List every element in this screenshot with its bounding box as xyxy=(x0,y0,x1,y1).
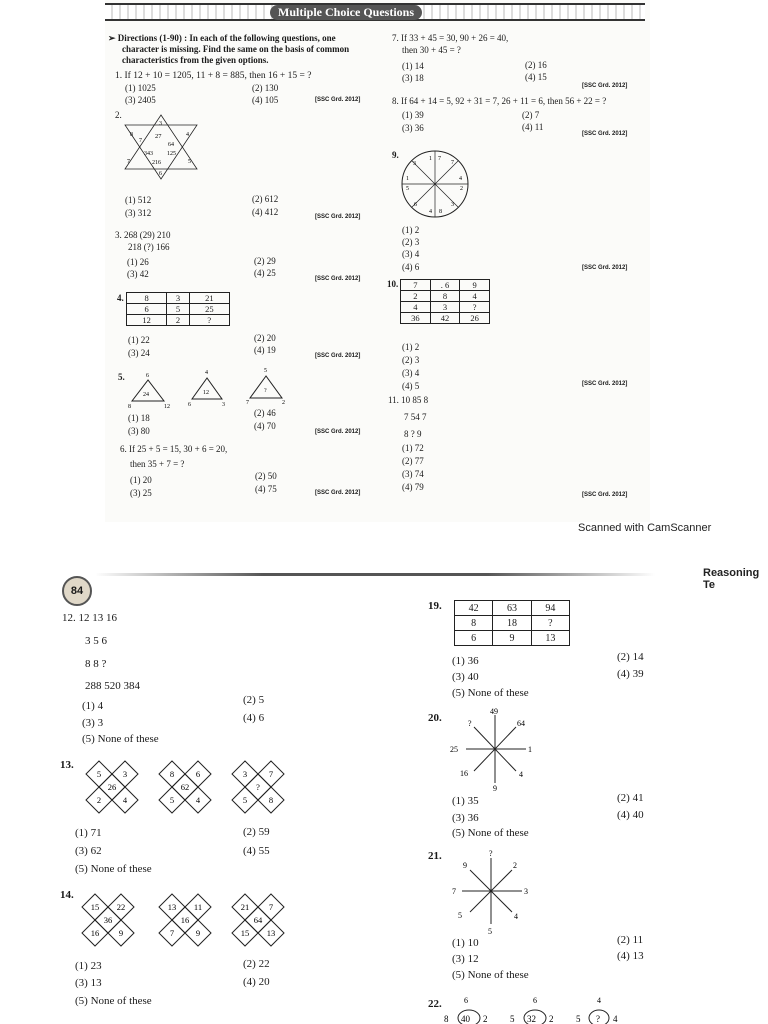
q4-number: 4. xyxy=(117,293,124,303)
q5-val: 8 xyxy=(128,404,131,410)
q13-figure-value: 6 xyxy=(195,769,201,779)
q12-option: (3) 3 xyxy=(82,717,104,729)
q22-val: 5 xyxy=(510,1014,515,1024)
q9-val: 3 xyxy=(451,202,454,208)
q13-figure-value: 62 xyxy=(180,782,190,792)
q20-option: (2) 41 xyxy=(617,792,644,804)
q5-val: 24 xyxy=(143,392,149,398)
q14-figure-value: 7 xyxy=(268,902,274,912)
q9-option: (4) 6 xyxy=(402,262,420,272)
q22-val: ? xyxy=(596,1014,600,1024)
q14-figure-value: 11 xyxy=(193,902,203,912)
q7-option: (1) 14 xyxy=(402,61,424,71)
q5-val: 3 xyxy=(222,402,225,408)
q3-option: (1) 26 xyxy=(127,257,149,267)
q10-option: (3) 4 xyxy=(402,368,420,378)
q10-option: (1) 2 xyxy=(402,342,420,352)
q13-figure xyxy=(159,761,211,813)
q2-option: (4) 412 xyxy=(252,207,279,217)
q5-val: 7 xyxy=(246,400,249,406)
q14-figure-value: 16 xyxy=(180,915,190,925)
q22-val: 2 xyxy=(549,1014,554,1024)
exam-tag: [SSC Grd. 2012] xyxy=(315,429,361,435)
book-brand: Reasoning Te xyxy=(703,567,760,591)
q14-option: (2) 22 xyxy=(243,958,270,970)
q2-val: 7 xyxy=(127,159,130,165)
q12-row: 3 5 6 xyxy=(85,635,107,647)
q1-option: (4) 105 xyxy=(252,95,279,105)
q11-option: (1) 72 xyxy=(402,443,424,453)
q2-number: 2. xyxy=(115,110,122,120)
q11-option: (3) 74 xyxy=(402,469,424,479)
q6-option: (2) 50 xyxy=(255,471,277,481)
q13-option: (5) None of these xyxy=(75,863,152,875)
q14-figure-value: 36 xyxy=(103,915,113,925)
q10-cell: 8 xyxy=(430,291,460,302)
q19-cell: 6 xyxy=(455,631,493,646)
q8-text: 8. If 64 + 14 = 5, 92 + 31 = 7, 26 + 11 = 6, then 56 + 22 = ? xyxy=(392,96,607,106)
q21-val: 5 xyxy=(488,927,492,936)
q20-val: ? xyxy=(468,719,472,728)
q14-number: 14. xyxy=(60,889,74,901)
q8-option: (3) 36 xyxy=(402,123,424,133)
q20-val: 4 xyxy=(519,770,523,779)
q3-option: (4) 25 xyxy=(254,268,276,278)
q10-option: (2) 3 xyxy=(402,355,420,365)
q6-option: (3) 25 xyxy=(130,488,152,498)
q10-cell: 4 xyxy=(460,291,490,302)
q14-option: (5) None of these xyxy=(75,995,152,1007)
q8-option: (2) 7 xyxy=(522,110,540,120)
q19-option: (4) 39 xyxy=(617,668,644,680)
q13-figure-value: 3 xyxy=(242,769,248,779)
q20-val: 49 xyxy=(490,707,498,716)
q22-val: 2 xyxy=(483,1014,488,1024)
q2-val: 3 xyxy=(159,121,162,127)
q8-option: (4) 11 xyxy=(522,122,544,132)
directions-text-2: character is missing. Find the same on the basis of common xyxy=(122,44,350,54)
q9-val: 1 xyxy=(406,176,409,182)
q21-val: 5 xyxy=(458,911,462,920)
q10-cell: 26 xyxy=(460,313,490,324)
q13-figure-value: 26 xyxy=(107,782,117,792)
q12-row: 8 8 ? xyxy=(85,658,107,670)
q2-val: 7 xyxy=(139,138,142,144)
q14-figure xyxy=(82,894,134,946)
q19-option: (5) None of these xyxy=(452,687,529,699)
q21-option: (1) 10 xyxy=(452,937,479,949)
q5-val: 6 xyxy=(146,373,149,379)
directions-text-3: characteristics from the given options. xyxy=(122,55,269,65)
q11-row: 7 54 7 xyxy=(404,412,427,422)
q21-val: 9 xyxy=(463,861,467,870)
q13-figure-value: 2 xyxy=(96,795,102,805)
q9-val: 8 xyxy=(439,209,442,215)
exam-tag: [SSC Grd. 2012] xyxy=(315,97,361,103)
q14-figure-value: 16 xyxy=(90,928,100,938)
q2-val: 8 xyxy=(130,132,133,138)
q4-cell: 12 xyxy=(127,315,167,326)
q21-val: 2 xyxy=(513,861,517,870)
q9-val: 5 xyxy=(406,186,409,192)
q14-figure-value: 9 xyxy=(195,928,201,938)
q13-figure-value: 7 xyxy=(268,769,274,779)
q19-cell: ? xyxy=(531,616,569,631)
q10-option: (4) 5 xyxy=(402,381,420,391)
q12-option: (4) 6 xyxy=(243,712,265,724)
q13-figure-value: 8 xyxy=(169,769,175,779)
q5-val: 12 xyxy=(164,404,170,410)
q14-figure-value: 13 xyxy=(167,902,177,912)
q2-val: 343 xyxy=(144,151,153,157)
q5-option: (4) 70 xyxy=(254,421,276,431)
q13-number: 13. xyxy=(60,759,74,771)
q13-figure-value: 4 xyxy=(195,795,201,805)
q14-figure-value: 9 xyxy=(118,928,124,938)
q4-option: (4) 19 xyxy=(254,345,276,355)
q13-figure-value: 5 xyxy=(96,769,102,779)
q12-option: (2) 5 xyxy=(243,694,265,706)
q10-cell: ? xyxy=(460,302,490,313)
q4-cell: 3 xyxy=(167,293,189,304)
q11-row: 11. 10 85 8 xyxy=(388,395,429,405)
q2-val: 64 xyxy=(168,142,174,148)
q7-text: then 30 + 45 = ? xyxy=(402,45,461,55)
q2-option: (3) 312 xyxy=(125,208,152,218)
q11-row: 8 ? 9 xyxy=(404,429,422,439)
q20-option: (1) 35 xyxy=(452,795,479,807)
q9-option: (3) 4 xyxy=(402,249,420,259)
q4-cell: 5 xyxy=(167,304,189,315)
q1-text: 1. If 12 + 10 = 1205, 11 + 8 = 885, then 16 + 15 = ? xyxy=(115,71,312,81)
q21-number: 21. xyxy=(428,850,442,862)
q13-figure-value: 5 xyxy=(169,795,175,805)
q5-number: 5. xyxy=(118,372,125,382)
q5-option: (1) 18 xyxy=(128,413,150,423)
directions-label: ➢ Directions (1-90) : In each of the following questions, one xyxy=(108,33,336,43)
q8-option: (1) 39 xyxy=(402,110,424,120)
q21-val: 3 xyxy=(524,887,528,896)
q10-cell: 7 xyxy=(401,280,431,291)
q5-option: (3) 80 xyxy=(128,426,150,436)
q20-option: (3) 36 xyxy=(452,812,479,824)
q19-cell: 42 xyxy=(455,601,493,616)
q22-val: 40 xyxy=(461,1014,470,1024)
q21-val: 7 xyxy=(452,887,456,896)
q22-val: 32 xyxy=(527,1014,536,1024)
q9-val: 2 xyxy=(460,186,463,192)
q14-figure-value: 7 xyxy=(169,928,175,938)
q10-cell: 9 xyxy=(460,280,490,291)
q2-val: 125 xyxy=(167,151,176,157)
q6-text: 6. If 25 + 5 = 15, 30 + 6 = 20, xyxy=(120,444,228,454)
q21-val: 4 xyxy=(514,912,518,921)
q20-val: 9 xyxy=(493,784,497,793)
q5-val: ? xyxy=(264,388,267,394)
q22-number: 22. xyxy=(428,998,442,1010)
q4-cell: 6 xyxy=(127,304,167,315)
q14-option: (4) 20 xyxy=(243,976,270,988)
q20-val: 16 xyxy=(460,769,468,778)
q2-val: 6 xyxy=(159,171,162,177)
q14-option: (1) 23 xyxy=(75,960,102,972)
q7-option: (3) 18 xyxy=(402,73,424,83)
q4-option: (1) 22 xyxy=(128,335,150,345)
q14-figure-value: 21 xyxy=(240,902,250,912)
q19-option: (3) 40 xyxy=(452,671,479,683)
q1-option: (2) 130 xyxy=(252,83,279,93)
q10-cell: 4 xyxy=(401,302,431,313)
q2-val: 4 xyxy=(186,132,189,138)
q3-option: (3) 42 xyxy=(127,269,149,279)
q3-row: 3. 268 (29) 210 xyxy=(115,230,171,240)
q20-option: (4) 40 xyxy=(617,809,644,821)
q3-row: 218 (?) 166 xyxy=(128,242,170,252)
q12-option: (1) 4 xyxy=(82,700,104,712)
q21-option: (3) 12 xyxy=(452,953,479,965)
exam-tag: [SSC Grd. 2012] xyxy=(582,265,628,271)
q7-option: (4) 15 xyxy=(525,72,547,82)
q10-cell: 42 xyxy=(430,313,460,324)
q1-option: (3) 2405 xyxy=(125,95,156,105)
q5-val: 2 xyxy=(282,400,285,406)
q21-val: ? xyxy=(489,849,493,858)
q5-val: 5 xyxy=(264,368,267,374)
exam-tag: [SSC Grd. 2012] xyxy=(315,353,361,359)
exam-tag: [SSC Grd. 2012] xyxy=(582,381,628,387)
q9-val: 6 xyxy=(414,202,417,208)
q10-cell: 2 xyxy=(401,291,431,302)
q6-option: (4) 75 xyxy=(255,484,277,494)
q4-cell: 21 xyxy=(189,293,229,304)
q10-cell: . 6 xyxy=(430,280,460,291)
q21-option: (5) None of these xyxy=(452,969,529,981)
q14-figure xyxy=(159,894,211,946)
q13-figure-value: 3 xyxy=(122,769,128,779)
q19-cell: 9 xyxy=(493,631,531,646)
q22-val: 8 xyxy=(444,1014,449,1024)
q4-option: (3) 24 xyxy=(128,348,150,358)
q9-number: 9. xyxy=(392,150,399,160)
q20-option: (5) None of these xyxy=(452,827,529,839)
q13-option: (4) 55 xyxy=(243,845,270,857)
page-heading: Multiple Choice Questions xyxy=(270,5,422,20)
q9-val: 7 xyxy=(438,156,441,162)
q4-cell: 2 xyxy=(167,315,189,326)
q14-figure-value: 13 xyxy=(266,928,276,938)
q4-cell: 25 xyxy=(189,304,229,315)
q19-cell: 63 xyxy=(493,601,531,616)
q9-val: 4 xyxy=(459,176,462,182)
q13-option: (3) 62 xyxy=(75,845,102,857)
q19-cell: 13 xyxy=(531,631,569,646)
q2-option: (2) 612 xyxy=(252,194,279,204)
q19-cell: 94 xyxy=(531,601,569,616)
q12-option: (5) None of these xyxy=(82,733,159,745)
q22-val: 4 xyxy=(597,996,601,1005)
q9-val: 7 xyxy=(451,160,454,166)
q10-cell: 36 xyxy=(401,313,431,324)
q4-option: (2) 20 xyxy=(254,333,276,343)
q13-option: (1) 71 xyxy=(75,827,102,839)
q20-val: 1 xyxy=(528,745,532,754)
q10-number: 10. xyxy=(387,279,399,289)
q10-cell: 3 xyxy=(430,302,460,313)
q13-figure xyxy=(86,761,138,813)
q13-figure-value: 8 xyxy=(268,795,274,805)
q6-text: then 35 + 7 = ? xyxy=(130,459,185,469)
exam-tag: [SSC Grd. 2012] xyxy=(582,131,628,137)
q2-val: 216 xyxy=(152,160,161,166)
q9-option: (2) 3 xyxy=(402,237,420,247)
q1-option: (1) 1025 xyxy=(125,83,156,93)
q9-val: 1 xyxy=(429,156,432,162)
q5-val: 6 xyxy=(188,402,191,408)
q13-option: (2) 59 xyxy=(243,826,270,838)
q2-val: 27 xyxy=(155,133,162,140)
exam-tag: [SSC Grd. 2012] xyxy=(582,83,628,89)
exam-tag: [SSC Grd. 2012] xyxy=(315,276,361,282)
q14-figure-value: 15 xyxy=(90,902,100,912)
q5-option: (2) 46 xyxy=(254,408,276,418)
q22-val: 6 xyxy=(533,996,537,1005)
q20-val: 64 xyxy=(517,719,525,728)
q6-option: (1) 20 xyxy=(130,475,152,485)
q5-val: 4 xyxy=(205,370,208,376)
q14-figure-value: 64 xyxy=(253,915,263,925)
q14-figure-value: 15 xyxy=(240,928,250,938)
q9-option: (1) 2 xyxy=(402,225,420,235)
q9-val: 4 xyxy=(429,209,432,215)
q13-figure-value: ? xyxy=(256,782,260,792)
q19-option: (2) 14 xyxy=(617,651,644,663)
q19-option: (1) 36 xyxy=(452,655,479,667)
q9-val: 3 xyxy=(413,161,416,167)
q2-option: (1) 512 xyxy=(125,195,152,205)
q13-figure-value: 5 xyxy=(242,795,248,805)
scanner-watermark: Scanned with CamScanner xyxy=(578,522,712,534)
exam-tag: [SSC Grd. 2012] xyxy=(582,492,628,498)
q21-option: (2) 11 xyxy=(617,934,644,946)
q19-cell: 18 xyxy=(493,616,531,631)
q22-val: 6 xyxy=(464,996,468,1005)
q12-row: 288 520 384 xyxy=(85,680,140,692)
q14-option: (3) 13 xyxy=(75,977,102,989)
q3-option: (2) 29 xyxy=(254,256,276,266)
q19-number: 19. xyxy=(428,600,442,612)
exam-tag: [SSC Grd. 2012] xyxy=(315,214,361,220)
q13-figure xyxy=(232,761,284,813)
q22-val: 5 xyxy=(576,1014,581,1024)
q4-cell: ? xyxy=(189,315,229,326)
q11-option: (2) 77 xyxy=(402,456,424,466)
q7-text: 7. If 33 + 45 = 30, 90 + 26 = 40, xyxy=(392,33,509,43)
q7-option: (2) 16 xyxy=(525,60,547,70)
q20-val: 25 xyxy=(450,745,458,754)
q11-option: (4) 79 xyxy=(402,482,424,492)
q19-cell: 8 xyxy=(455,616,493,631)
q20-number: 20. xyxy=(428,712,442,724)
q5-val: 12 xyxy=(203,390,209,396)
q2-val: 5 xyxy=(188,159,191,165)
q13-figure-value: 4 xyxy=(122,795,128,805)
q21-option: (4) 13 xyxy=(617,950,644,962)
q14-figure xyxy=(232,894,284,946)
q4-cell: 8 xyxy=(127,293,167,304)
page-number: 84 xyxy=(62,576,92,606)
q12-row: 12. 12 13 16 xyxy=(62,612,117,624)
q22-val: 4 xyxy=(613,1014,618,1024)
q14-figure-value: 22 xyxy=(116,902,126,912)
exam-tag: [SSC Grd. 2012] xyxy=(315,490,361,496)
